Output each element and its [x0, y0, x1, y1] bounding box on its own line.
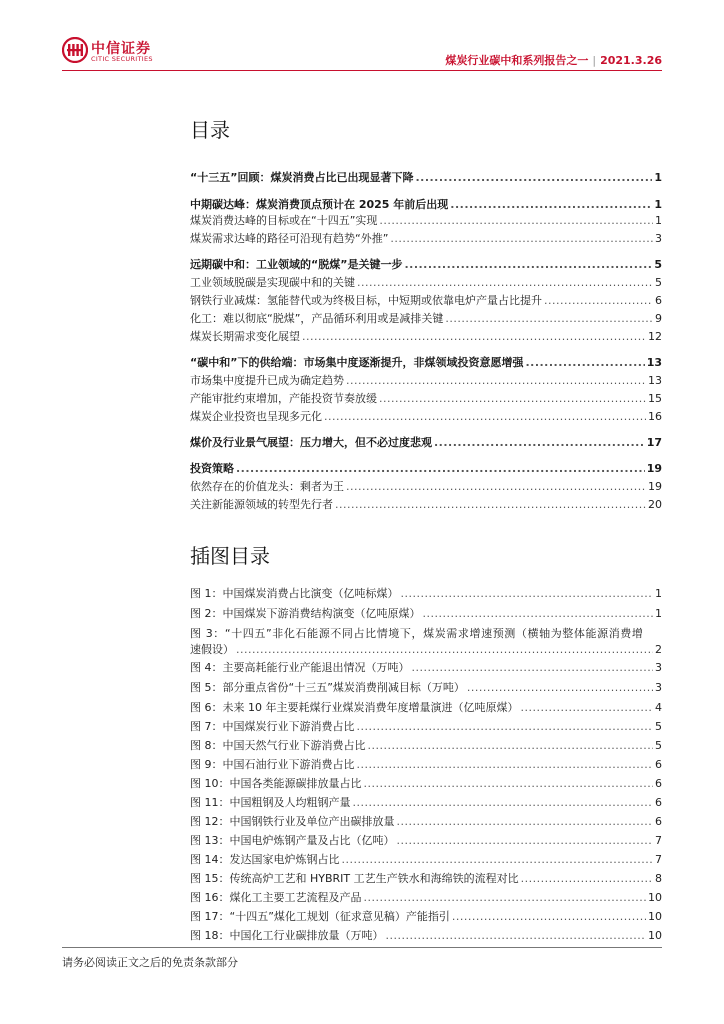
toc-entry-page: 13: [648, 374, 662, 387]
toc-entry-page: 17: [646, 436, 662, 449]
toc-entry-title: 钢铁行业减煤：氢能替代或为终极目标，中短期或依靠电炉产量占比提升: [190, 294, 542, 307]
toc-entry-title: 依然存在的价值龙头：剩者为王: [190, 480, 344, 493]
toc-entry-page: 15: [648, 392, 662, 405]
dot-leader: [364, 890, 647, 906]
dot-leader: [379, 391, 646, 407]
toc-entry-title: 煤炭企业投资也呈现多元化: [190, 410, 322, 423]
toc-entry[interactable]: [190, 461, 662, 477]
figure-entry[interactable]: [190, 626, 662, 658]
dot-leader: [357, 719, 654, 735]
dot-leader: [342, 852, 654, 868]
toc-entry-title: 远期碳中和：工业领域的“脱煤”是关键一步: [190, 258, 403, 271]
toc-entry-title: “十三五”回顾：煤炭消费占比已出现显著下降: [190, 171, 414, 184]
toc-entry[interactable]: [190, 479, 662, 495]
figure-entry-title: 图 16：煤化工主要工艺流程及产品: [190, 891, 362, 904]
dot-leader: [346, 373, 646, 389]
figure-entry[interactable]: [190, 795, 662, 811]
figure-entry-title: 图 5：部分重点省份“十三五”煤炭消费削减目标（万吨）: [190, 681, 465, 694]
toc-entry[interactable]: [190, 355, 662, 371]
figure-entry-title: 图 6：未来 10 年主要耗煤行业煤炭消费年度增量演进（亿吨原煤）: [190, 701, 519, 714]
figure-entry[interactable]: [190, 890, 662, 906]
dot-leader: [401, 586, 654, 602]
dot-leader: [450, 197, 652, 213]
toc-entry-title: 煤炭需求达峰的路径可沿现有趋势“外推”: [190, 232, 389, 245]
figure-entry-page: 4: [655, 701, 662, 714]
figure-entry[interactable]: [190, 586, 662, 602]
header-divider: [62, 70, 662, 71]
figure-entry[interactable]: [190, 852, 662, 868]
figure-entry-title: 图 9：中国石油行业下游消费占比: [190, 758, 355, 771]
figure-entry-title: 图 2：中国煤炭下游消费结构演变（亿吨原煤）: [190, 607, 421, 620]
figure-entry-title: 图 8：中国天然气行业下游消费占比: [190, 739, 366, 752]
toc-entry-page: 1: [654, 171, 662, 184]
dot-leader: [404, 257, 652, 273]
figure-entry-page: 6: [655, 796, 662, 809]
figure-entry-title: 图 3：“十四五”非化石能源不同占比情境下，煤炭需求增速预测（横轴为整体能源消费增: [190, 627, 644, 640]
toc-entry-page: 1: [654, 198, 662, 211]
figure-entry-title: 图 4：主要高耗能行业产能退出情况（万吨）: [190, 661, 410, 674]
figure-entry-page: 3: [655, 661, 662, 674]
toc-entry-page: 5: [655, 276, 662, 289]
figure-entry-title: 图 11：中国粗钢及人均粗钢产量: [190, 796, 351, 809]
toc-entry[interactable]: [190, 213, 662, 229]
toc-entry-page: 19: [646, 462, 662, 475]
figure-entry-page: 1: [655, 587, 662, 600]
figure-entry-title: 图 10：中国各类能源碳排放量占比: [190, 777, 362, 790]
figure-entry-page: 6: [655, 815, 662, 828]
dot-leader: [368, 738, 654, 754]
toc-entry[interactable]: [190, 311, 662, 327]
brand-logo: [62, 37, 162, 67]
figure-entry-page: 3: [655, 681, 662, 694]
dot-leader: [386, 928, 647, 944]
toc-entry-title: 关注新能源领域的转型先行者: [190, 498, 333, 511]
dot-leader: [357, 757, 654, 773]
brand-name-cn: 中信证券: [91, 41, 151, 57]
toc-entry-page: 6: [655, 294, 662, 307]
footer-disclaimer: 请务必阅读正文之后的免责条款部分: [62, 956, 238, 969]
figure-entry[interactable]: [190, 909, 662, 925]
figure-entry[interactable]: [190, 871, 662, 887]
figure-entry-page: 7: [655, 853, 662, 866]
dot-leader: [346, 479, 646, 495]
toc-entry-page: 19: [648, 480, 662, 493]
figure-entry-page: 1: [655, 607, 662, 620]
toc-entry[interactable]: [190, 170, 662, 186]
report-series: 煤炭行业碳中和系列报告之一: [445, 54, 589, 67]
toc-entry-page: 16: [648, 410, 662, 423]
dot-leader: [335, 497, 646, 513]
toc-entry-title: 投资策略: [190, 462, 234, 475]
dot-leader: [353, 795, 654, 811]
toc-entry[interactable]: [190, 391, 662, 407]
dot-leader: [357, 275, 653, 291]
figure-entry[interactable]: [190, 700, 662, 716]
dot-leader: [236, 461, 645, 477]
toc-entry-title: 煤价及行业景气展望：压力增大，但不必过度悲观: [190, 436, 432, 449]
toc-entry-title: 中期碳达峰：煤炭消费顶点预计在 2025 年前后出现: [190, 198, 449, 211]
dot-leader: [397, 814, 654, 830]
footer-divider: [62, 947, 662, 948]
dot-leader: [379, 213, 653, 229]
toc-entry-page: 13: [646, 356, 662, 369]
toc-entry[interactable]: [190, 231, 662, 247]
dot-leader: [521, 871, 653, 887]
toc-entry-title: 产能审批约束增加，产能投资节奏放缓: [190, 392, 377, 405]
report-date: 2021.3.26: [600, 54, 662, 67]
dot-leader: [452, 909, 646, 925]
dot-leader: [434, 435, 645, 451]
toc-entry-page: 12: [648, 330, 662, 343]
toc-entry[interactable]: [190, 275, 662, 291]
toc-entry[interactable]: [190, 435, 662, 451]
figure-entry-title-cont: 速假设）: [190, 643, 234, 656]
toc-entry-page: 1: [655, 214, 662, 227]
toc-entry-title: 煤炭消费达峰的目标或在“十四五”实现: [190, 214, 378, 227]
figure-entry[interactable]: [190, 833, 662, 849]
figure-entry[interactable]: [190, 757, 662, 773]
figure-entry-page: 6: [655, 777, 662, 790]
dot-leader: [423, 606, 654, 622]
figure-entry-page: 5: [655, 739, 662, 752]
figure-entry[interactable]: [190, 719, 662, 735]
dot-leader: [364, 776, 654, 792]
toc-entry-title: 工业领域脱碳是实现碳中和的关键: [190, 276, 355, 289]
figure-entry-continuation: [190, 642, 662, 658]
figure-entry-title: 图 12：中国钢铁行业及单位产出碳排放量: [190, 815, 395, 828]
toc-entry-page: 20: [648, 498, 662, 511]
figure-entry-title: 图 14：发达国家电炉炼钢占比: [190, 853, 340, 866]
figure-entry[interactable]: [190, 928, 662, 944]
dot-leader: [525, 355, 644, 371]
figure-entry-page: 6: [655, 758, 662, 771]
toc-entry[interactable]: [190, 293, 662, 309]
toc-entry[interactable]: [190, 197, 662, 213]
report-meta: [445, 52, 662, 68]
figure-entry[interactable]: [190, 738, 662, 754]
figure-entry-page: 8: [655, 872, 662, 885]
dot-leader: [302, 329, 646, 345]
figure-entry-title: 图 15：传统高炉工艺和 HYBRIT 工艺生产铁水和海绵铁的流程对比: [190, 872, 519, 885]
dot-leader: [467, 680, 653, 696]
figure-entry[interactable]: [190, 660, 662, 676]
figure-entry-title: 图 17：“十四五”煤化工规划（征求意见稿）产能指引: [190, 910, 450, 923]
figure-entry-page: 7: [655, 834, 662, 847]
figure-entry-title: 图 13：中国电炉炼钢产量及占比（亿吨）: [190, 834, 395, 847]
figure-entry[interactable]: [190, 814, 662, 830]
dot-leader: [397, 833, 654, 849]
figures-title: 插图目录: [190, 544, 270, 568]
figure-entry-page: 10: [648, 929, 662, 942]
toc-entry[interactable]: [190, 373, 662, 389]
dot-leader: [390, 231, 653, 247]
figure-entry[interactable]: [190, 680, 662, 696]
figure-entry-title: 图 18：中国化工行业碳排放量（万吨）: [190, 929, 384, 942]
figure-entry-page: 5: [655, 720, 662, 733]
toc-entry[interactable]: [190, 497, 662, 513]
toc-entry-page: 9: [655, 312, 662, 325]
figure-entry[interactable]: [190, 776, 662, 792]
brand-name-en: CITIC SECURITIES: [91, 55, 153, 63]
figure-entry-page: 10: [648, 891, 662, 904]
toc-entry[interactable]: [190, 257, 662, 273]
dot-leader: [520, 700, 653, 716]
toc-title: 目录: [190, 118, 230, 142]
dot-leader: [236, 642, 653, 658]
figure-entry[interactable]: [190, 606, 662, 622]
figure-entry-title: 图 7：中国煤炭行业下游消费占比: [190, 720, 355, 733]
toc-entry-title: 煤炭长期需求变化展望: [190, 330, 300, 343]
dot-leader: [412, 660, 654, 676]
dot-leader: [324, 409, 646, 425]
toc-entry-page: 3: [655, 232, 662, 245]
toc-entry-title: 化工：难以彻底“脱煤”，产品循环利用或是减排关键: [190, 312, 444, 325]
separator: |: [592, 54, 597, 67]
page-header: [0, 0, 724, 75]
figure-entry-page: 2: [655, 643, 662, 656]
toc-entry[interactable]: [190, 409, 662, 425]
toc-entry[interactable]: [190, 329, 662, 345]
toc-entry-title: “碳中和”下的供给端：市场集中度逐渐提升，非煤领域投资意愿增强: [190, 356, 524, 369]
dot-leader: [415, 170, 652, 186]
toc-entry-page: 5: [654, 258, 662, 271]
dot-leader: [445, 311, 653, 327]
citic-logo-icon: [62, 37, 88, 63]
toc-entry-title: 市场集中度提升已成为确定趋势: [190, 374, 344, 387]
figure-entry-page: 10: [648, 910, 662, 923]
dot-leader: [544, 293, 653, 309]
figure-entry-title: 图 1：中国煤炭消费占比演变（亿吨标煤）: [190, 587, 399, 600]
